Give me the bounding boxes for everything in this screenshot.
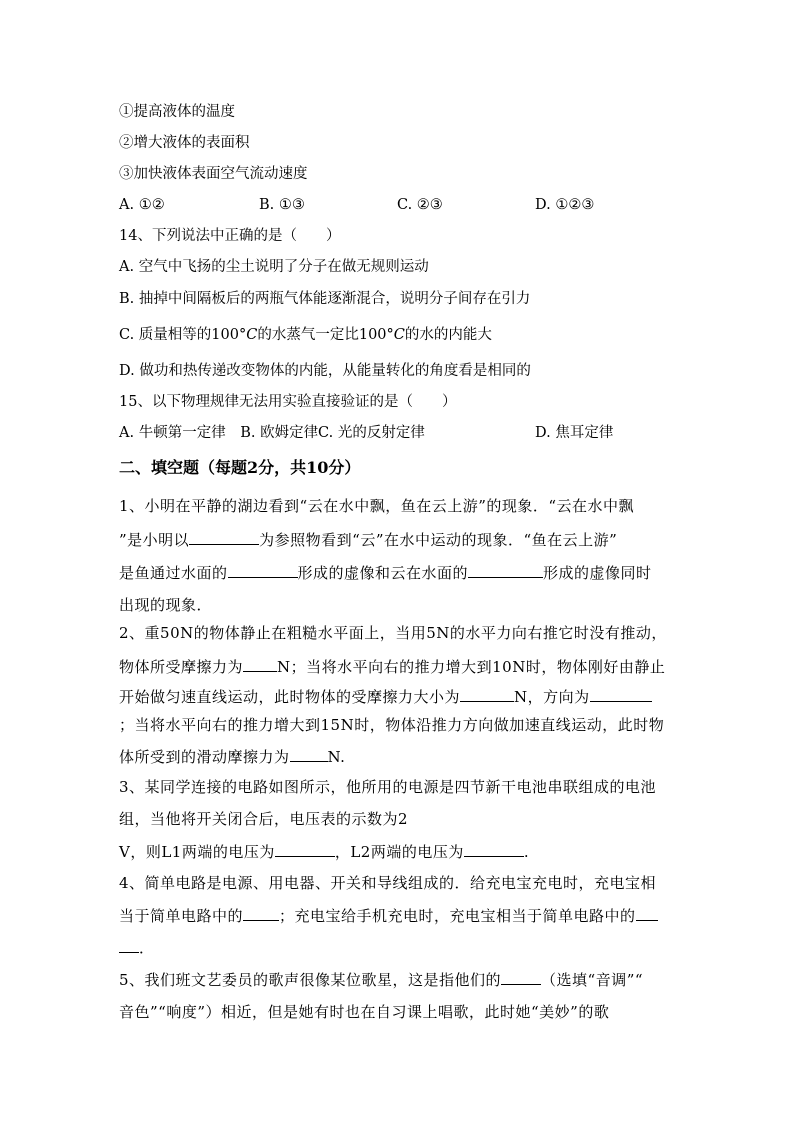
fill-2-line-4: ；当将水平向右的推力增大到15N时，物体沿推力方向做加速直线运动，此时物 [119,716,665,734]
fill-1-blank-2[interactable] [228,562,298,578]
q14-stem: 14、下列说法中正确的是（ ） [119,228,341,244]
fill-2-line-3 [119,686,652,707]
fill-4-blank-1[interactable] [243,905,279,921]
q14-option-c [119,325,492,345]
q14-option-b: B. 抽掉中间隔板后的两瓶气体能逐渐混合，说明分子间存在引力 [119,291,531,307]
q14-c-unit-2: C [393,327,405,343]
q13-option-c: C. ②③ [397,197,443,213]
fill-3-line-3 [119,841,529,862]
fill-3-blank-1[interactable] [275,841,335,857]
q13-option-a: A. ①② [119,197,165,213]
fill-1-blank-3[interactable] [468,562,543,578]
fill-2-line-2 [119,656,665,677]
fill-5-line-1 [119,969,643,990]
fill-2-blank-1[interactable] [243,656,277,672]
section-2-title: 二、填空题（每题2分，共10分） [119,458,361,477]
q13-option-b: B. ①③ [259,197,305,213]
fill-3-line-1: 3、某同学连接的电路如图所示，他所用的电源是四节新干电池串联组成的电池 [119,778,657,796]
fill-3-blank-2[interactable] [464,841,524,857]
fill-1-text: 形成的虚像同时 [543,564,652,582]
fill-2-line-1: 2、重50N的物体静止在粗糙水平面上，当用5N的水平力向右推它时没有推动， [119,624,667,642]
q13-option-d: D. ①②③ [535,197,595,213]
fill-5-line-2: 音色”“响度”）相近，但是她有时也在自习课上唱歌，此时她“美妙”的歌 [119,1003,610,1021]
fill-1-line-4: 出现的现象． [119,596,213,614]
fill-2-line-5 [119,746,345,767]
fill-4-text: ；充电宝给手机充电时，充电宝相当于简单电路中的 [279,907,636,925]
fill-5-blank-1[interactable] [501,969,541,985]
fill-2-blank-2[interactable] [460,686,514,702]
fill-4-line-2 [119,905,658,926]
q15-stem: 15、以下物理规律无法用实验直接验证的是（ ） [119,394,457,410]
fill-4-text: 当于简单电路中的 [119,907,244,925]
fill-1-text: 形成的虚像和云在水面的 [297,564,469,582]
fill-2-text: 开始做匀速直线运动，此时物体的受摩擦力大小为 [119,688,461,706]
q14-c-pre: C. 质量相等的100° [119,327,247,343]
q15-option-abc: A. 牛顿第一定律 B. 欧姆定律C. 光的反射定律 [119,425,425,441]
fill-4-blank-2-start[interactable] [636,905,658,921]
fill-5-text: 5、我们班文艺委员的歌声很像某位歌星，这是指他们的 [119,971,502,989]
fill-1-text: 是鱼通过水面的 [119,564,228,582]
fill-4-blank-2-end[interactable] [119,937,139,953]
fill-2-text: N，方向为 [514,688,590,706]
fill-1-blank-1[interactable] [189,529,259,545]
fill-2-blank-4[interactable] [290,746,328,762]
q15-option-d: D. 焦耳定律 [535,425,614,441]
fill-1-text: 为参照物看到“云”在水中运动的现象．“鱼在云上游” [259,531,618,549]
fill-4-line-1: 4、简单电路是电源、用电器、开关和导线组成的．给充电宝充电时，充电宝相 [119,874,657,892]
q14-option-a: A. 空气中飞扬的尘土说明了分子在做无规则运动 [119,259,429,275]
fill-3-line-2: 组，当他将开关闭合后，电压表的示数为2 [119,810,409,828]
fill-2-text: 体所受到的滑动摩擦力为 [119,748,290,766]
fill-3-text: . [523,843,530,861]
fill-4-text: ． [139,939,155,957]
q13-item-1: ①提高液体的温度 [119,104,235,120]
fill-2-text: N. [327,748,346,766]
fill-3-text: ，L2两端的电压为 [334,843,464,861]
q13-item-2: ②增大液体的表面积 [119,135,250,151]
fill-4-line-3 [119,937,155,958]
q14-c-mid: 的水蒸气一定比100° [257,327,394,343]
fill-1-line-3 [119,562,652,583]
q14-c-unit-1: C [246,327,258,343]
fill-2-blank-3[interactable] [590,686,652,702]
fill-1-line-2 [119,529,617,550]
fill-3-text: V，则L1两端的电压为 [119,843,275,861]
q14-c-post: 的水的内能大 [404,327,492,343]
fill-2-text: 物体所受摩擦力为 [119,658,244,676]
fill-1-text: ”是小明以 [119,531,190,549]
fill-2-text: N；当将水平向右的推力增大到10N时，物体刚好由静止 [277,658,666,676]
fill-1-line-1: 1、小明在平静的湖边看到“云在水中飘，鱼在云上游”的现象．“云在水中飘 [119,497,635,515]
fill-5-text: （选填“音调”“ [541,971,644,989]
q13-item-3: ③加快液体表面空气流动速度 [119,166,308,182]
q14-option-d: D. 做功和热传递改变物体的内能，从能量转化的角度看是相同的 [119,363,531,379]
